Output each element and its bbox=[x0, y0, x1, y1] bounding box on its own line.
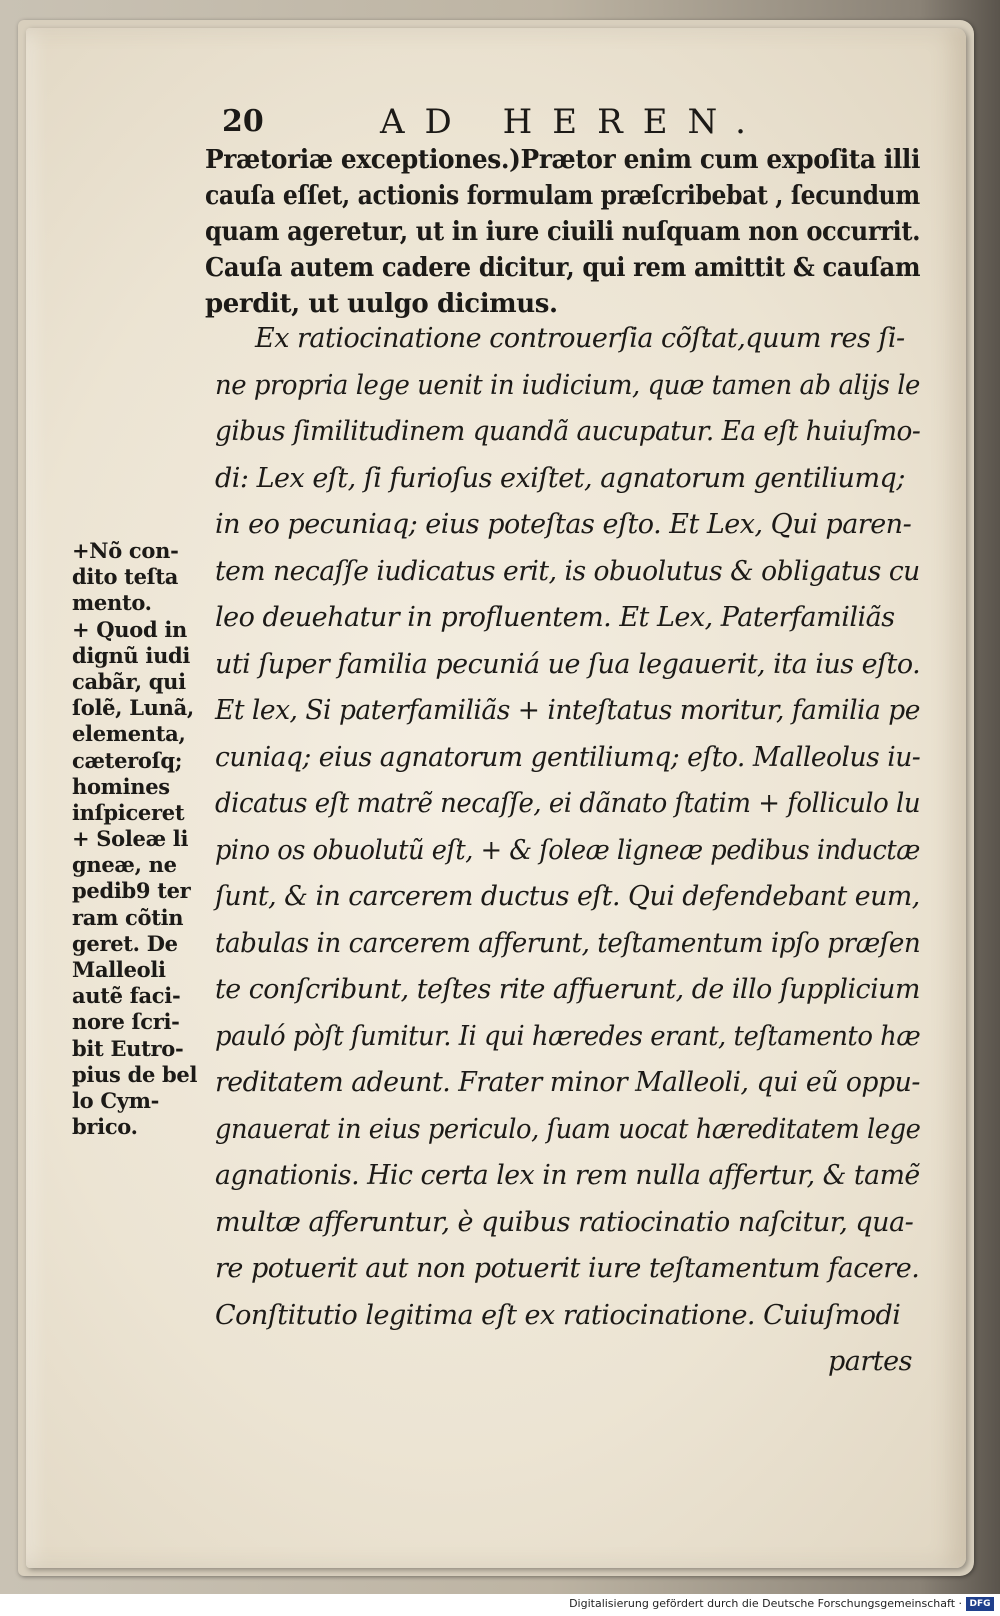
page-number: 20 bbox=[222, 104, 264, 139]
margin-line: lo Cym- bbox=[72, 1087, 160, 1113]
text-line: multæ afferuntur, è quibus ratiocinatio naſcitur, qua- bbox=[215, 1206, 914, 1238]
margin-line: +Nõ con- bbox=[72, 538, 179, 563]
text-line: leo deuehatur in profluentem. Et Lex, Paterfamiliãs bbox=[215, 602, 895, 633]
margin-line: cabãr, qui bbox=[72, 668, 186, 694]
running-title: AD HEREN. bbox=[380, 102, 766, 142]
margin-line: homines bbox=[72, 773, 170, 799]
text-line: te conſcribunt, teſtes rite affuerunt, de illo ſupplicium bbox=[215, 974, 920, 1005]
funding-credit: Digitalisierung gefördert durch die Deutsche Forschungsgemeinschaft · bbox=[569, 1597, 962, 1610]
margin-line: bit Eutro- bbox=[72, 1035, 184, 1061]
text-line: gnauerat in eius periculo, ſuam uocat hæreditatem lege bbox=[215, 1113, 921, 1145]
margin-line: inſpiceret bbox=[72, 799, 185, 825]
text-line: ſunt, & in carcerem ductus eſt. Qui defendebant eum, bbox=[215, 881, 920, 912]
text-line: pauló pòſt ſumitur. Ii qui hæredes erant, teſtamento hæ bbox=[215, 1020, 921, 1052]
text-line: cuniaq; eius agnatorum gentiliumq; eſto. Malleolus iu- bbox=[215, 741, 921, 773]
commentary-line: Prætoriæ exceptiones.)Prætor enim cum expoſita illi bbox=[205, 145, 921, 175]
margin-line: ſolẽ, Lunã, bbox=[72, 695, 194, 721]
dfg-logo: DFG bbox=[966, 1597, 994, 1611]
margin-line: autẽ faci- bbox=[72, 983, 181, 1009]
margin-line: dignũ iudi bbox=[72, 642, 191, 668]
margin-line: + Quod in bbox=[72, 616, 188, 642]
margin-line: pedib9 ter bbox=[72, 878, 191, 904]
commentary-block bbox=[205, 142, 920, 322]
margin-line: gneæ, ne bbox=[72, 852, 177, 878]
margin-line: Malleoli bbox=[72, 957, 166, 982]
margin-line: pius de bel bbox=[72, 1061, 198, 1087]
margin-line: cæteroſq; bbox=[72, 747, 183, 773]
margin-line: mento. bbox=[72, 590, 152, 616]
margin-line: geret. De bbox=[72, 930, 178, 956]
commentary-line: perdit, ut uulgo dicimus. bbox=[205, 289, 558, 319]
text-line: uti ſuper familia pecuniá ue ſua legauerit, ita ius eſto. bbox=[215, 648, 921, 680]
text-line: in eo pecuniaq; eius poteſtas eſto. Et Lex, Qui paren- bbox=[215, 509, 912, 540]
text-line: agnationis. Hic certa lex in rem nulla affertur, & tamẽ bbox=[215, 1160, 920, 1191]
text-line: re potuerit aut non potuerit iure teſtamentum facere. bbox=[215, 1253, 920, 1284]
marginal-notes bbox=[72, 538, 212, 1140]
text-line: reditatem adeunt. Frater minor Malleoli, qui eũ oppu- bbox=[215, 1067, 920, 1098]
text-line: tabulas in carcerem afferunt, teſtamentum ipſo præſen bbox=[215, 927, 921, 959]
text-line: dicatus eſt matrẽ necaſſe, ei dãnato ſtatim + folliculo lu bbox=[215, 788, 921, 819]
margin-line: + Soleæ li bbox=[72, 826, 189, 852]
text-line: di: Lex eſt, ſi furioſus exiſtet, agnatorum gentiliumq; bbox=[215, 462, 905, 494]
commentary-line: quam ageretur, ut in iure ciuili nuſquam non occurrit. bbox=[205, 217, 921, 247]
main-text-block bbox=[215, 316, 920, 1386]
commentary-line: cauſa eſſet, actionis formulam præſcribebat , ſecundum bbox=[205, 181, 920, 211]
text-line: ne propria lege uenit in iudicium, quæ tamen ab alijs le bbox=[215, 369, 920, 401]
text-line: Ex ratiocinatione controuerſia cõſtat,quum res ſi- bbox=[255, 323, 905, 354]
margin-line: dito teſta bbox=[72, 564, 179, 590]
digitization-footer bbox=[0, 1594, 1000, 1616]
margin-line: nore ſcri- bbox=[72, 1009, 180, 1035]
margin-line: brico. bbox=[72, 1114, 138, 1140]
text-line: Et lex, Si paterfamiliãs + inteſtatus moritur, familia pe bbox=[215, 695, 920, 726]
margin-line: ram cõtin bbox=[72, 904, 184, 930]
catchword: partes bbox=[828, 1346, 912, 1377]
margin-line: elementa, bbox=[72, 721, 186, 747]
text-line: gibus ſimilitudinem quandã aucupatur. Ea eſt huiuſmo- bbox=[215, 416, 921, 447]
text-line: Conſtitutio legitima eſt ex ratiocinatione. Cuiuſmodi bbox=[215, 1299, 901, 1331]
commentary-line: Cauſa autem cadere dicitur, qui rem amittit & cauſam bbox=[205, 253, 921, 283]
text-line: tem necaſſe iudicatus erit, is obuolutus & obligatus cu bbox=[215, 555, 920, 587]
text-line: pino os obuolutũ eſt, + & ſoleæ ligneæ pedibus inductæ bbox=[215, 834, 920, 866]
